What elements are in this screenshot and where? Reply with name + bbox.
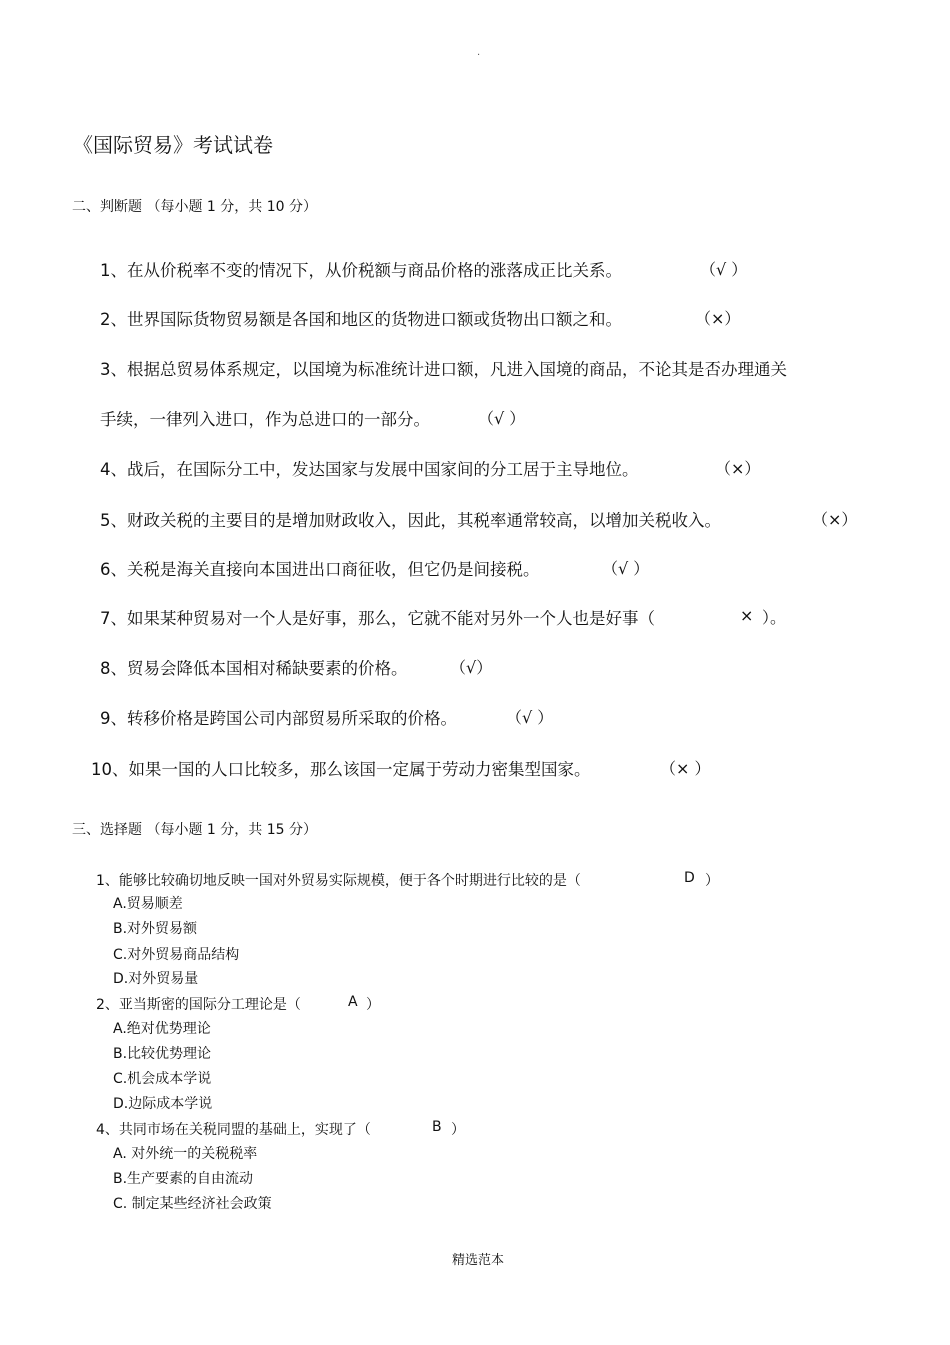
choice-question-4: 4、共同市场在关税同盟的基础上，实现了（ xyxy=(96,1122,371,1138)
judge-answer-10: （× ） xyxy=(660,759,711,778)
judge-item-6: 6、关税是海关直接向本国进出口商征收，但它仍是间接税。 xyxy=(100,560,540,579)
judge-item-7: 7、如果某种贸易对一个人是好事，那么，它就不能对另外一个人也是好事（ xyxy=(100,609,655,628)
judge-item-1: 1、在从价税率不变的情况下，从价税额与商品价格的涨落成正比关系。 xyxy=(100,261,622,280)
choice-close-4: ） xyxy=(451,1122,465,1138)
choice-answer-4: B xyxy=(432,1119,442,1135)
choice-close-2: ） xyxy=(366,997,380,1013)
choice-answer-1: D xyxy=(684,870,695,886)
choice-close-1: ） xyxy=(705,873,719,889)
page-footer: 精选范本 xyxy=(452,1253,505,1268)
choice-option-2d: D.边际成本学说 xyxy=(113,1096,213,1112)
judge-answer-1: （√ ） xyxy=(700,260,748,279)
choice-option-1a: A.贸易顺差 xyxy=(113,896,183,912)
judge-answer-8: （√） xyxy=(450,658,493,677)
judge-item-10: 10、如果一国的人口比较多，那么该国一定属于劳动力密集型国家。 xyxy=(91,760,591,779)
choice-option-2c: C.机会成本学说 xyxy=(113,1071,212,1087)
judge-answer-2: （×） xyxy=(695,309,741,328)
choice-question-1: 1、能够比较确切地反映一国对外贸易实际规模，便于各个时期进行比较的是（ xyxy=(96,873,581,889)
choice-option-1b: B.对外贸易额 xyxy=(113,921,198,937)
judge-item-8: 8、贸易会降低本国相对稀缺要素的价格。 xyxy=(100,659,408,678)
choice-option-4c: C. 制定某些经济社会政策 xyxy=(113,1196,272,1212)
judge-item-2: 2、世界国际货物贸易额是各国和地区的货物进口额或货物出口额之和。 xyxy=(100,310,622,329)
judge-item-4: 4、战后，在国际分工中，发达国家与发展中国家间的分工居于主导地位。 xyxy=(100,460,639,479)
choice-option-2a: A.绝对优势理论 xyxy=(113,1021,211,1037)
judge-answer-6: （√ ） xyxy=(602,559,650,578)
judge-item-3: 3、根据总贸易体系规定，以国境为标准统计进口额，凡进入国境的商品，不论其是否办理通关 xyxy=(100,360,787,379)
page-title: 《国际贸易》考试试卷 xyxy=(73,133,273,157)
choice-option-1c: C.对外贸易商品结构 xyxy=(113,947,240,963)
judge-item-5: 5、财政关税的主要目的是增加财政收入，因此，其税率通常较高，以增加关税收入。 xyxy=(100,511,721,530)
judge-answer-9: （√ ） xyxy=(506,708,554,727)
choice-option-4b: B.生产要素的自由流动 xyxy=(113,1171,254,1187)
judge-item-9: 9、转移价格是跨国公司内部贸易所采取的价格。 xyxy=(100,709,457,728)
header-mark: · xyxy=(477,50,481,61)
judge-answer-4: （×） xyxy=(715,459,761,478)
judge-item-3-line2: 手续，一律列入进口，作为总进口的一部分。 xyxy=(100,410,430,429)
choice-answer-2: A xyxy=(348,994,358,1010)
choice-section-heading: 三、选择题 （每小题 1 分，共 15 分） xyxy=(72,822,317,838)
judge-answer-5: （×） xyxy=(812,510,858,529)
judge-section-heading: 二、判断题 （每小题 1 分，共 10 分） xyxy=(72,199,317,215)
choice-option-4a: A. 对外统一的关税税率 xyxy=(113,1146,258,1162)
choice-question-2: 2、亚当斯密的国际分工理论是（ xyxy=(96,997,301,1013)
judge-answer-7: × xyxy=(740,606,754,625)
judge-answer-3: （√ ） xyxy=(478,409,526,428)
choice-option-2b: B.比较优势理论 xyxy=(113,1046,212,1062)
judge-item-7-tail: ）。 xyxy=(762,608,787,627)
choice-option-1d: D.对外贸易量 xyxy=(113,971,199,987)
